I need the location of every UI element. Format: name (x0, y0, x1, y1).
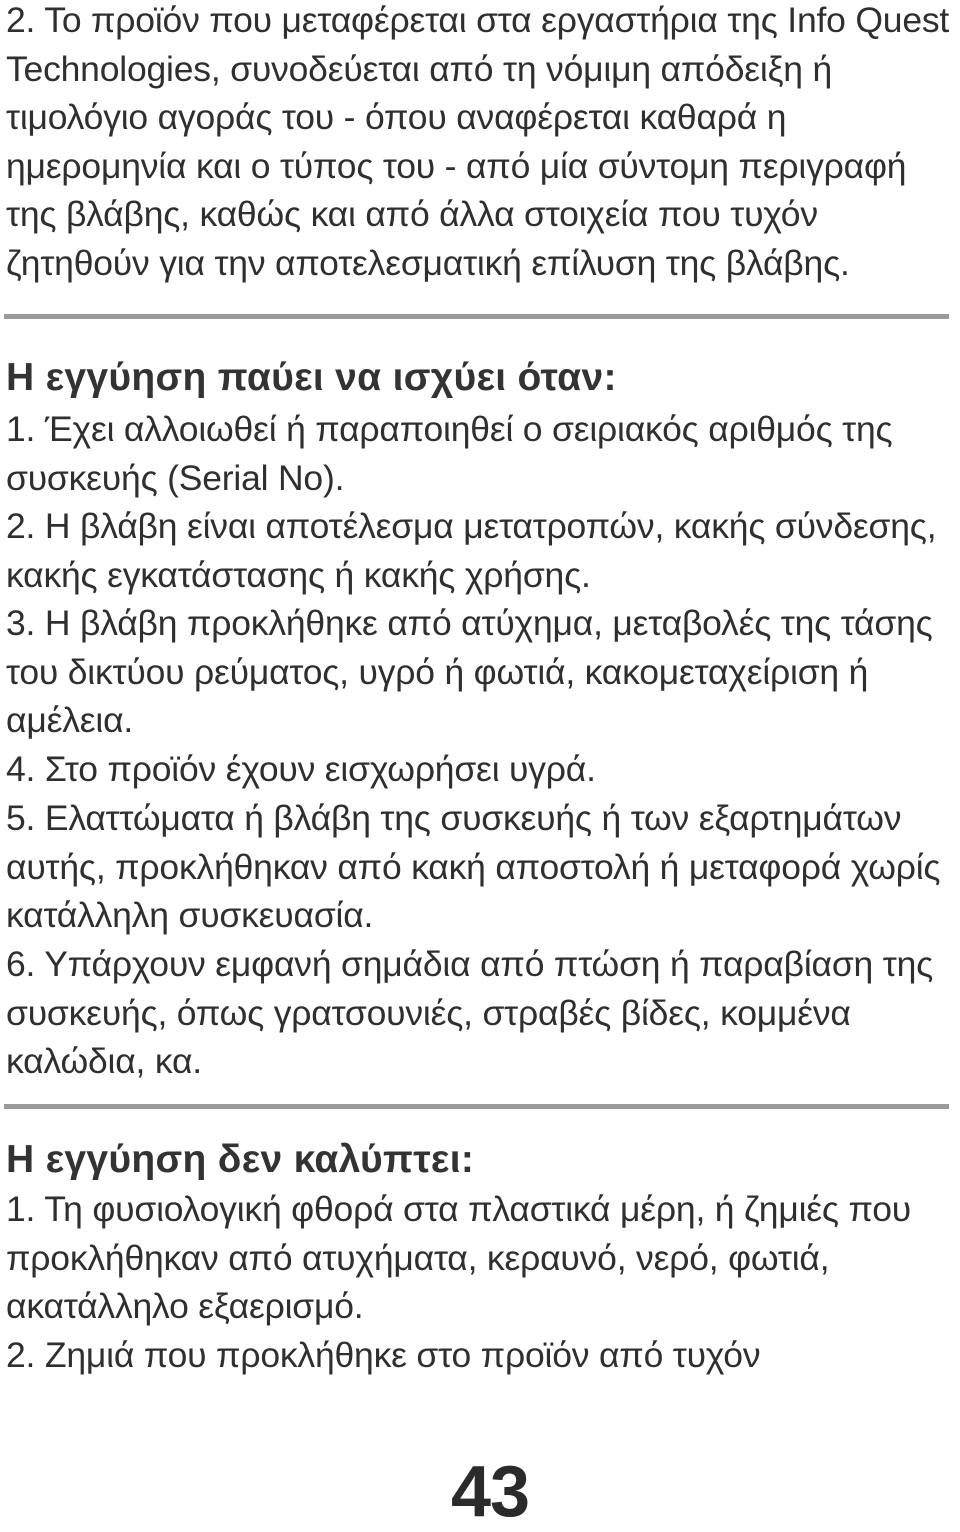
section-divider-top (4, 314, 949, 319)
warranty-void-item-1: 1. Έχει αλλοιωθεί ή παραποιηθεί ο σειριακός αριθμός της συσκευής (Serial No). (6, 409, 893, 498)
warranty-void-item-5: 5. Ελαττώματα ή βλάβη της συσκευής ή των εξαρτημάτων αυτής, προκλήθηκαν από κακή αποστολή ή μεταφορά χωρίς κατάλληλη συσκευασία. (6, 798, 941, 936)
warranty-void-heading: Η εγγύηση παύει να ισχύει όταν: (6, 356, 617, 399)
warranty-void-item-3: 3. Η βλάβη προκλήθηκε από ατύχημα, μεταβολές της τάσης του δικτύου ρεύματος, υγρό ή φωτιά, κακομεταχείριση ή αμέλεια. (6, 603, 933, 741)
warranty-not-covered-item-1: 1. Τη φυσιολογική φθορά στα πλαστικά μέρη, ή ζημιές που προκλήθηκαν από ατυχήματα, κεραυνό, νερό, φωτιά, ακατάλληλο εξαερισμό. (6, 1189, 912, 1327)
warranty-void-item-6: 6. Υπάρχουν εμφανή σημάδια από πτώση ή παραβίαση της συσκευής, όπως γρατσουνιές, στραβές βίδες, κομμένα καλώδια, κα. (6, 944, 934, 1082)
warranty-void-item-4: 4. Στο προϊόν έχουν εισχωρήσει υγρά. (6, 749, 596, 789)
warranty-not-covered-heading: Η εγγύηση δεν καλύπτει: (6, 1138, 475, 1181)
warranty-not-covered-item-2: 2. Ζημιά που προκλήθηκε στο προϊόν από τυχόν (6, 1335, 761, 1375)
warranty-void-item-2: 2. Η βλάβη είναι αποτέλεσμα μετατροπών, κακής σύνδεσης, κακής εγκατάστασης ή κακής χρήσης. (6, 506, 937, 595)
intro-paragraph: 2. Το προϊόν που μεταφέρεται στα εργαστήρια της Info Quest Technologies, συνοδεύεται από τη νόμιμη απόδειξη ή τιμολόγιο αγοράς του - όπου αναφέρεται καθαρά η ημερομηνία και ο τύπος του - από μία σύντομη περιγραφή της βλάβης, καθώς και από άλλα στοιχεία που τυχόν ζητηθούν για την αποτελεσματική επίλυση της βλάβης. (6, 0, 950, 283)
section-divider-bottom (4, 1104, 949, 1109)
page-number: 43 (450, 1452, 530, 1532)
